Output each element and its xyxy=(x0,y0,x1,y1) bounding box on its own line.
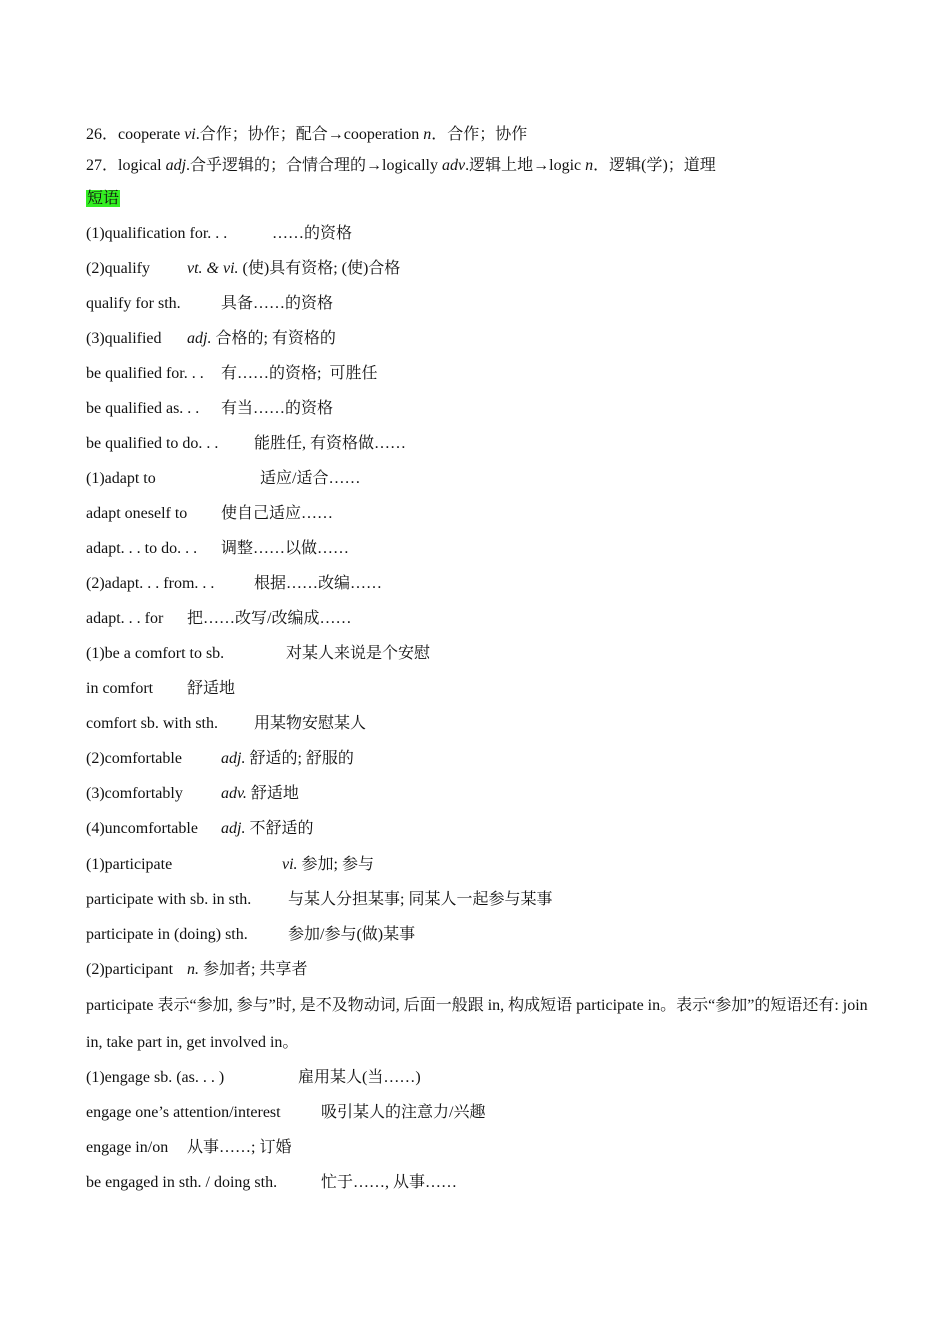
phrase-term: engage in/on xyxy=(86,1139,173,1156)
entry-word: logical xyxy=(118,157,166,174)
phrase-term: participate with sb. in sth. xyxy=(86,891,256,908)
phrase-meaning: 舒适的; 舒服的 xyxy=(245,750,354,767)
phrase-meaning: 适应/适合…… xyxy=(260,470,361,487)
phrase-term: (1)qualification for. . . xyxy=(86,225,232,242)
phrase-term: (1)engage sb. (as. . . ) xyxy=(86,1069,229,1086)
phrase-term: participate in (doing) sth. xyxy=(86,926,252,943)
phrase-term: (3)qualified xyxy=(86,330,166,347)
phrase-line xyxy=(86,819,313,839)
entry-number: 27． xyxy=(86,157,119,174)
phrase-line xyxy=(86,960,307,980)
part-of-speech: vi xyxy=(184,126,196,143)
section-heading xyxy=(86,189,120,209)
phrase-meaning: 调整……以做…… xyxy=(221,540,350,557)
phrase-term: be engaged in sth. / doing sth. xyxy=(86,1174,282,1191)
phrase-term: (2)participant xyxy=(86,961,178,978)
phrase-term: be qualified to do. . . xyxy=(86,435,223,452)
part-of-speech: adj xyxy=(165,157,187,174)
phrase-line xyxy=(86,714,366,734)
vocab-entry-27 xyxy=(86,156,716,176)
phrase-line xyxy=(86,224,352,244)
phrase-term: (2)adapt. . . from. . . xyxy=(86,575,219,592)
phrase-line xyxy=(86,679,235,699)
phrase-term: engage one’s attention/interest xyxy=(86,1104,285,1121)
phrase-line xyxy=(86,504,333,524)
phrase-line xyxy=(86,1173,457,1193)
phrase-line xyxy=(86,259,400,279)
phrase-term: adapt. . . to do. . . xyxy=(86,540,202,557)
phrase-line xyxy=(86,1103,485,1123)
part-of-speech: n xyxy=(423,126,432,143)
part-of-speech: adj. xyxy=(221,820,246,837)
phrase-line xyxy=(86,890,552,910)
phrase-line xyxy=(86,609,351,629)
phrase-line xyxy=(86,784,299,804)
phrase-meaning: 忙于……, 从事…… xyxy=(321,1174,458,1191)
phrase-meaning: 舒适地 xyxy=(187,680,236,697)
phrase-meaning: 吸引某人的注意力/兴趣 xyxy=(321,1104,486,1121)
definition: ．合作；协作 xyxy=(431,126,528,143)
section-label-highlight: 短语 xyxy=(87,190,120,207)
phrase-line xyxy=(86,329,336,349)
phrase-line xyxy=(86,574,382,594)
phrase-line xyxy=(86,749,354,769)
part-of-speech: adj. xyxy=(187,330,212,347)
phrase-meaning: 参加; 参与 xyxy=(297,856,374,873)
phrase-term: in comfort xyxy=(86,680,158,697)
phrase-meaning: 从事……; 订婚 xyxy=(187,1139,292,1156)
phrase-meaning: ……的资格 xyxy=(272,225,353,242)
phrase-meaning: 与某人分担某事; 同某人一起参与某事 xyxy=(288,891,553,908)
phrase-term: (2)comfortable xyxy=(86,750,186,767)
part-of-speech: vi. xyxy=(282,856,298,873)
phrase-term: (2)qualify xyxy=(86,260,154,277)
definition: .合作；协作；配合→cooperation xyxy=(195,126,424,143)
phrase-line xyxy=(86,539,349,559)
definition: .逻辑上地→logic xyxy=(465,157,586,174)
phrase-term: comfort sb. with sth. xyxy=(86,715,222,732)
phrase-meaning: 对某人来说是个安慰 xyxy=(286,645,431,662)
phrase-line xyxy=(86,925,415,945)
phrase-term: (3)comfortably xyxy=(86,785,187,802)
phrase-meaning: (使)具有资格; (使)合格 xyxy=(238,260,401,277)
phrase-meaning: 雇用某人(当……) xyxy=(298,1069,421,1086)
phrase-term: (4)uncomfortable xyxy=(86,820,202,837)
phrase-line xyxy=(86,855,374,875)
phrase-line xyxy=(86,399,333,419)
vocab-entry-26 xyxy=(86,125,527,145)
phrase-term: be qualified for. . . xyxy=(86,365,208,382)
phrase-line xyxy=(86,1068,421,1088)
entry-word: cooperate xyxy=(118,126,185,143)
phrase-meaning: 能胜任, 有资格做…… xyxy=(254,435,407,452)
part-of-speech: adv xyxy=(442,157,466,174)
phrase-line xyxy=(86,294,333,314)
usage-note: participate 表示“参加, 参与”时, 是不及物动词, 后面一般跟 in, 构成短语 participate in。表示“参加”的短语还有: join in, take part in, get involved in。 xyxy=(86,997,868,1051)
entry-number: 26． xyxy=(86,126,119,143)
phrase-term: (1)be a comfort to sb. xyxy=(86,645,229,662)
part-of-speech: adj. xyxy=(221,750,246,767)
phrase-meaning: 使自己适应…… xyxy=(221,505,334,522)
phrase-term: qualify for sth. xyxy=(86,295,185,312)
phrase-meaning: 把……改写/改编成…… xyxy=(187,610,352,627)
part-of-speech: n. xyxy=(187,961,199,978)
phrase-term: be qualified as. . . xyxy=(86,400,204,417)
phrase-meaning: 用某物安慰某人 xyxy=(254,715,367,732)
phrase-meaning: 合格的; 有资格的 xyxy=(211,330,336,347)
definition: .合乎逻辑的；合情合理的→logically xyxy=(186,157,443,174)
part-of-speech: vt. & vi. xyxy=(187,260,239,277)
phrase-term: (1)adapt to xyxy=(86,470,160,487)
phrase-meaning: 根据……改编…… xyxy=(254,575,383,592)
phrase-meaning: 参加/参与(做)某事 xyxy=(288,926,416,943)
phrase-term: adapt. . . for xyxy=(86,610,168,627)
phrase-meaning: 舒适地 xyxy=(246,785,299,802)
phrase-line xyxy=(86,1138,291,1158)
phrase-line xyxy=(86,644,430,664)
phrase-meaning: 参加者; 共享者 xyxy=(199,961,308,978)
phrase-line xyxy=(86,469,360,489)
phrase-term: adapt oneself to xyxy=(86,505,192,522)
phrase-meaning: 有当……的资格 xyxy=(221,400,334,417)
definition: ．逻辑(学)；道理 xyxy=(593,157,716,174)
phrase-line xyxy=(86,364,377,384)
part-of-speech: n xyxy=(585,157,594,174)
part-of-speech: adv. xyxy=(221,785,247,802)
phrase-term: (1)participate xyxy=(86,856,177,873)
phrase-meaning: 不舒适的 xyxy=(245,820,314,837)
phrase-meaning: 有……的资格; 可胜任 xyxy=(221,365,378,382)
phrase-meaning: 具备……的资格 xyxy=(221,295,334,312)
phrase-line xyxy=(86,434,406,454)
